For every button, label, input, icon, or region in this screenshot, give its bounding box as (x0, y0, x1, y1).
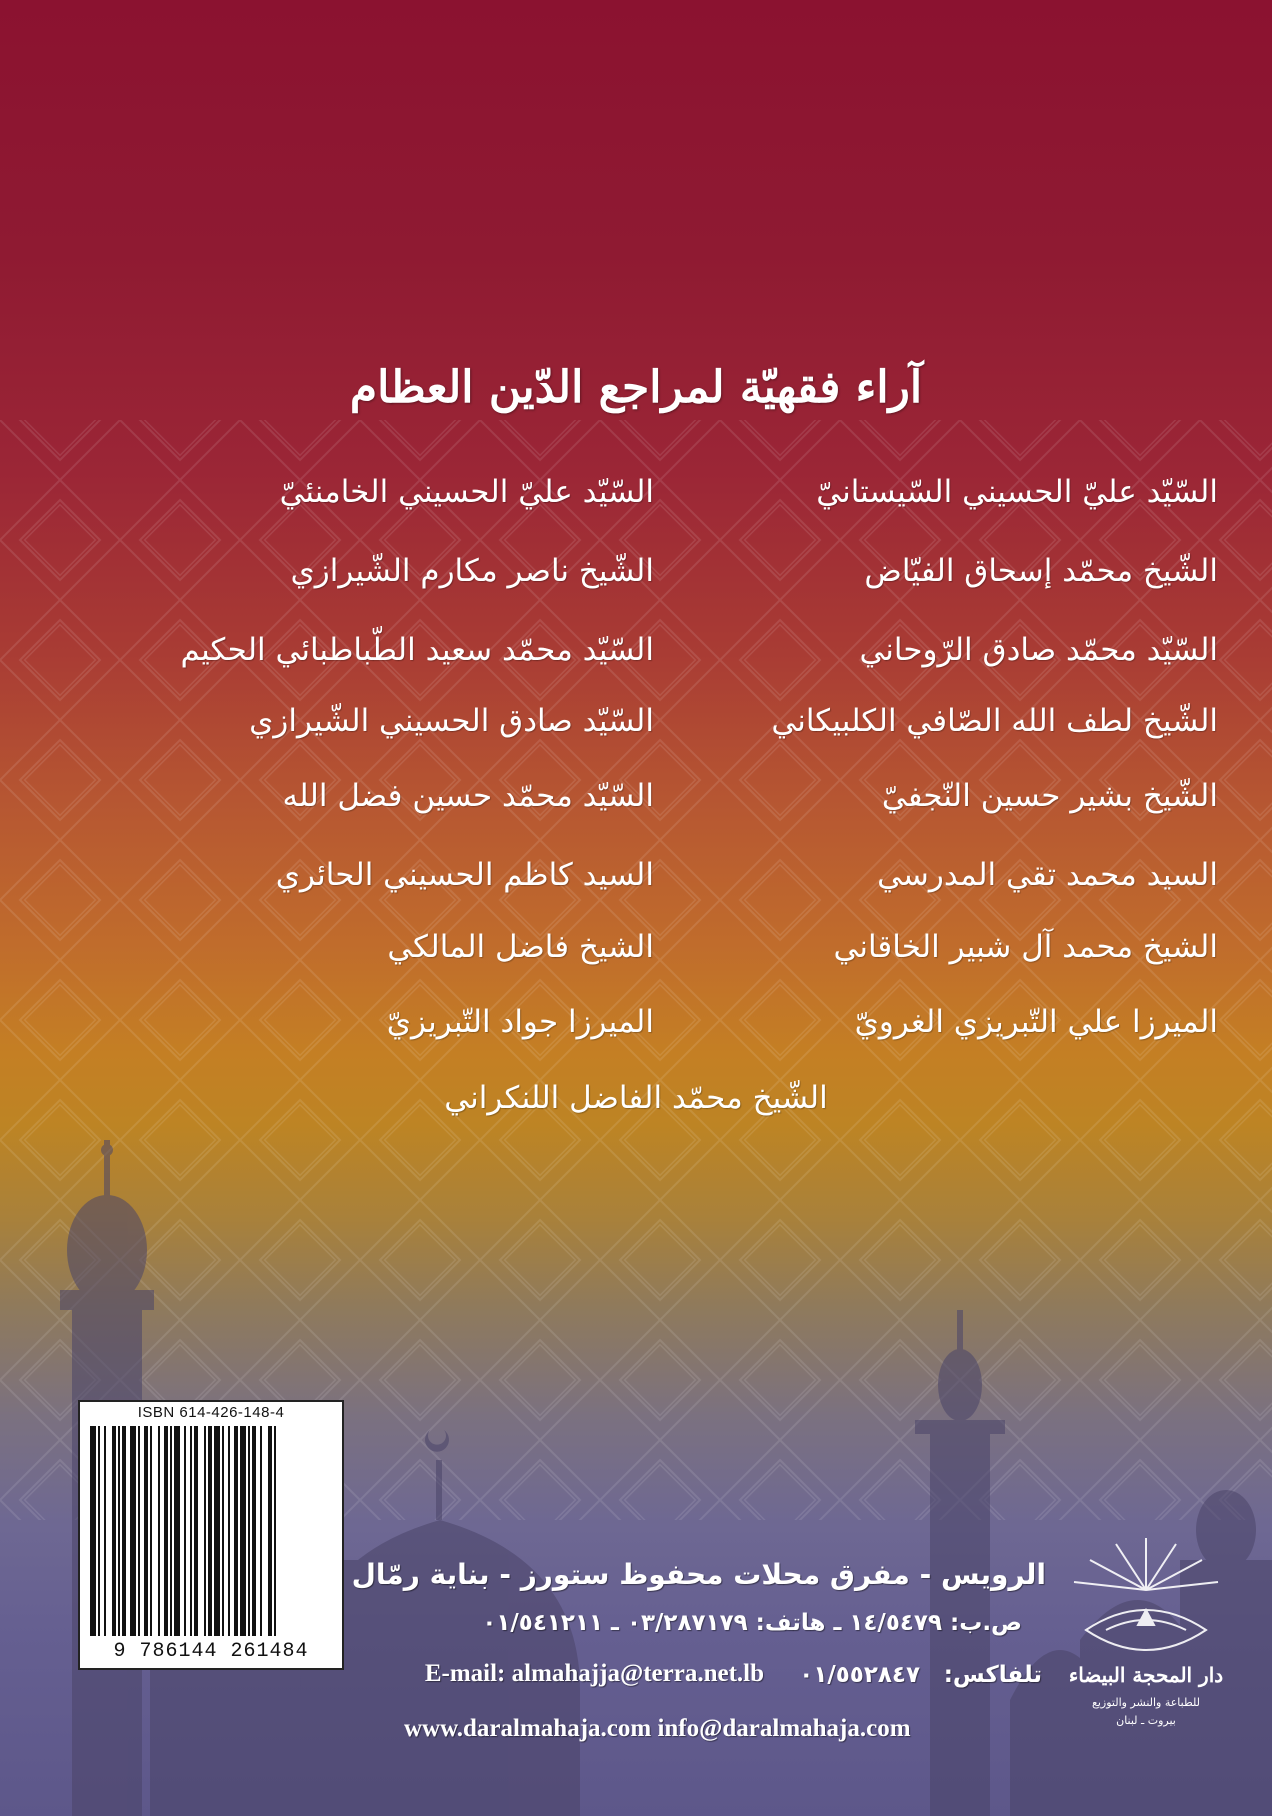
barcode-bar (174, 1426, 180, 1636)
barcode-bar (138, 1426, 140, 1636)
publisher-web: www.daralmahaja.com info@daralmahaja.com (404, 1715, 911, 1742)
barcode-bar (150, 1426, 152, 1636)
publisher-logo (1046, 1530, 1246, 1740)
publisher-fax: ٠١/٥٥٢٨٤٧ (799, 1662, 920, 1688)
barcode-bar (130, 1426, 136, 1636)
barcode-bar (122, 1426, 126, 1636)
scholar-name: الميرزا جواد التّبريزيّ (386, 1004, 654, 1040)
scholar-name: الشّيخ محمّد الفاضل اللنكراني (444, 1080, 828, 1116)
barcode-bar (240, 1426, 246, 1636)
barcode-bar (274, 1426, 276, 1636)
publisher-fax-label: تلفاكس: (943, 1662, 1042, 1688)
isbn-barcode (78, 1400, 344, 1670)
barcode-bar (184, 1426, 186, 1636)
publisher-email: E-mail: almahajja@terra.net.lb (424, 1660, 764, 1687)
scholar-name: السّيّد محمّد سعيد الطّباطبائي الحكيم (180, 632, 654, 668)
scholar-name: السيد كاظم الحسيني الحائري (275, 857, 654, 893)
logo-subtext: للطباعة والنشر والتوزيع (1091, 1696, 1201, 1709)
barcode-bar (144, 1426, 148, 1636)
scholar-name: الشيخ محمد آل شبير الخاقاني (833, 929, 1218, 965)
scholar-name: الشّيخ بشير حسين النّجفيّ (881, 778, 1218, 814)
isbn-label: ISBN 614-426-148-4 (137, 1404, 285, 1421)
barcode-bar (228, 1426, 230, 1636)
barcode-bar (194, 1426, 198, 1636)
logo-text: دار المحجة البيضاء (1068, 1663, 1224, 1687)
scholar-name: السّيّد عليّ الحسيني الخامنئيّ (279, 474, 654, 510)
scholar-name: الشيخ فاضل المالكي (387, 929, 654, 965)
barcode-bar (118, 1426, 120, 1636)
publisher-phone: ص.ب: ١٤/٥٤٧٩ ـ هاتف: ٠٣/٢٨٧١٧٩ ـ ٠١/٥٤١٢١١ (482, 1610, 1022, 1636)
barcode-bar (90, 1426, 96, 1636)
barcode-bar (104, 1426, 106, 1636)
barcode-bar (190, 1426, 192, 1636)
scholar-name: السّيّد عليّ الحسيني السّيستانيّ (816, 474, 1218, 510)
scholar-name: الشّيخ لطف الله الصّافي الكلبيكاني (771, 703, 1218, 739)
barcode-bar (204, 1426, 206, 1636)
barcode-bar (214, 1426, 220, 1636)
barcode-bar (164, 1426, 168, 1636)
publisher-address: الرويس - مفرق محلات محفوظ ستورز - بناية رمّال (351, 1558, 1046, 1591)
barcode-digits: 9 786144 261484 (113, 1640, 309, 1663)
book-title: آراء فقهيّة لمراجع الدّين العظام (349, 362, 923, 413)
scholar-name: السّيّد محمّد صادق الرّوحاني (859, 632, 1218, 668)
barcode-bar (158, 1426, 160, 1636)
scholar-name: الشّيخ ناصر مكارم الشّيرازي (290, 553, 654, 589)
scholar-name: السّيّد محمّد حسين فضل الله (282, 778, 654, 814)
scholar-name: الميرزا علي التّبريزي الغرويّ (854, 1004, 1218, 1040)
barcode-bar (268, 1426, 272, 1636)
scholar-name: السيد محمد تقي المدرسي (877, 857, 1218, 893)
barcode-bar (260, 1426, 262, 1636)
scholar-name: السّيّد صادق الحسيني الشّيرازي (249, 703, 654, 739)
scholar-name: الشّيخ محمّد إسحاق الفيّاض (864, 553, 1218, 589)
barcode-bar (234, 1426, 238, 1636)
barcode-bar (112, 1426, 116, 1636)
barcode-bars (90, 1426, 332, 1636)
barcode-bar (252, 1426, 256, 1636)
logo-location: بيروت ـ لبنان (1116, 1714, 1176, 1727)
barcode-bar (248, 1426, 250, 1636)
barcode-bar (98, 1426, 100, 1636)
barcode-bar (222, 1426, 224, 1636)
barcode-bar (170, 1426, 172, 1636)
barcode-bar (208, 1426, 212, 1636)
